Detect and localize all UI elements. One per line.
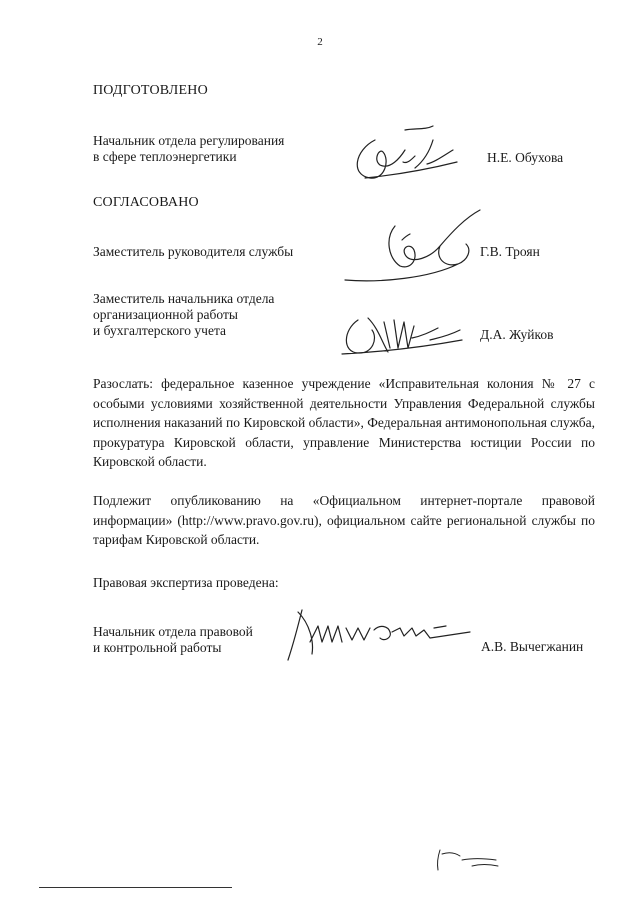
agreed-signatory1-position: Заместитель руководителя службы	[93, 244, 294, 259]
expertise-name: А.В. Вычегжанин	[481, 639, 584, 654]
distribution-paragraph: Разослать: федеральное казенное учреждение «Исправительная колония № 27 с особыми условиями хозяйственной деятельности Управления Федеральной службы исполнения наказаний по Кировской области», Федеральная антимонопольная служба, прокуратура Кировской области, управление Министерства юстиции России по Кировской области.	[93, 376, 595, 469]
prepared-name: Н.Е. Обухова	[487, 150, 564, 165]
initials-mark	[432, 846, 502, 874]
signature-zhuikov	[338, 308, 468, 360]
page-number: 2	[317, 36, 323, 48]
prepared-position-line1: Начальник отдела регулирования	[93, 133, 285, 148]
expertise-position-line1: Начальник отдела правовой	[93, 624, 253, 639]
expertise-position-line2: и контрольной работы	[93, 640, 222, 655]
prepared-heading: ПОДГОТОВЛЕНО	[93, 83, 208, 98]
signature-troyan	[340, 198, 490, 293]
agreed-signatory2-position-line1: Заместитель начальника отдела	[93, 291, 275, 306]
publication-paragraph: Подлежит опубликованию на «Официальном интернет-портале правовой информации» (http://www.pravo.gov.ru), официальном сайте региональной службы по тарифам Кировской области.	[93, 493, 595, 547]
agreed-heading: СОГЛАСОВАНО	[93, 195, 199, 210]
agreed-signatory2-position-line3: и бухгалтерского учета	[93, 323, 227, 338]
agreed-signatory2-position-line2: организационной работы	[93, 307, 238, 322]
signature-vychegzhanin	[284, 602, 474, 664]
expertise-note: Правовая экспертиза проведена:	[93, 575, 279, 590]
prepared-position-line2: в сфере теплоэнергетики	[93, 149, 237, 164]
footnote-separator	[39, 887, 232, 888]
signature-obukhova	[345, 120, 465, 190]
agreed-signatory1-name: Г.В. Троян	[480, 244, 540, 259]
agreed-signatory2-name: Д.А. Жуйков	[480, 327, 554, 342]
